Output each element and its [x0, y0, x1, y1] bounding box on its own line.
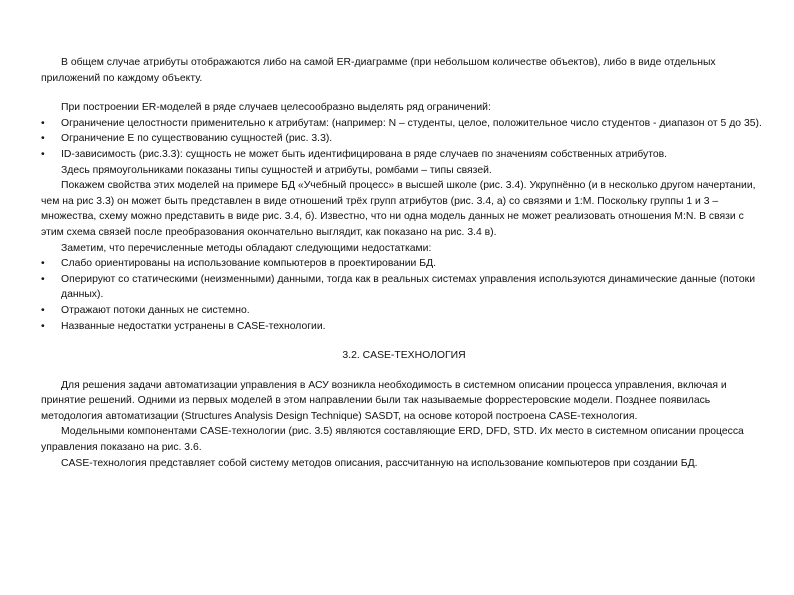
paragraph-case-definition: CASE-технология представляет собой систему методов описания, рассчитанную на использование компьютеров при создании БД. — [61, 457, 698, 469]
list-item-text: Ограничение E по существованию сущностей (рис. 3.3). — [61, 133, 333, 145]
paragraph-case-origin: Для решения задачи автоматизации управления в АСУ возникла необходимость в системном описании процесса управления, включая и принятие решений. Одними из первых моделей в этом направлении были так называемые форрестеровские модели. Позднее появилась методология автоматизации (Structures Analysis Design Technique) SASDT, на основе которой построена CASE-технология. — [41, 379, 727, 422]
bullet-marker: • — [41, 148, 45, 160]
list-item — [41, 147, 767, 163]
section-heading: 3.2. CASE-ТЕХНОЛОГИЯ — [342, 350, 466, 362]
bullet-marker: • — [41, 320, 45, 332]
list-item — [41, 256, 767, 272]
bullet-marker: • — [41, 273, 45, 285]
bullet-marker: • — [41, 117, 45, 129]
paragraph-drawbacks-intro: Заметим, что перечисленные методы обладают следующими недостатками: — [61, 242, 432, 254]
bullet-marker: • — [41, 258, 45, 270]
paragraph-gap — [41, 364, 767, 378]
list-item — [41, 116, 767, 132]
paragraph-gap — [41, 334, 767, 348]
list-item — [41, 131, 767, 147]
paragraph-attributes: В общем случае атрибуты отображаются либо на самой ER-диаграмме (при небольшом количестве объектов), либо в виде отдельных приложений по каждому объекту. — [41, 57, 716, 84]
paragraph-case-components: Модельными компонентами CASE-технологии (рис. 3.5) являются составляющие ERD, DFD, STD. Их место в системном описании процесса управления показано на рис. 3.6. — [41, 426, 744, 454]
list-item — [41, 272, 767, 303]
list-item — [41, 319, 767, 335]
paragraph-constraints-intro: При построении ER-моделей в ряде случаев целесообразно выделять ряд ограничений: — [61, 102, 491, 114]
paragraph-gap — [41, 86, 767, 100]
document-body — [41, 55, 767, 471]
paragraph-shapes: Здесь прямоугольниками показаны типы сущностей и атрибуты, ромбами – типы связей. — [61, 164, 492, 176]
list-item — [41, 303, 767, 319]
list-item-text: Ограничение целостности применительно к атрибутам: (например: N – студенты, целое, положительное число студентов - диапазон от 5 до 35). — [61, 117, 762, 129]
list-item-text: Оперируют со статичеcкими (неизменными) данными, тогда как в реальных системах управления используются динамические данные (потоки данных). — [61, 273, 756, 301]
bullet-marker: • — [41, 304, 45, 316]
list-item-text: Слабо ориентированы на использование компьютеров в проектировании БД. — [61, 258, 436, 270]
list-item-text: Отражают потоки данных не системно. — [61, 304, 250, 316]
paragraph-example: Покажем свойства этих моделей на примере БД «Учебный процесс» в высшей школе (рис. 3.4). Укрупнённо (и в несколько другом начертании, чем на рис 3.3) он может быть представлен в виде отношений трёх групп атрибутов (рис. 3.4, а) со связями и 1:M. Поскольку группы 1 и 3 – множества, схему можно представить в виде рис. 3.4, б). Известно, что ни одна модель данных не может реализовать отношения M:N. В связи с этим схема связей после преобразования окончательно выглядит, как показано на рис. 3.4 в). — [41, 180, 756, 238]
bullet-marker: • — [41, 133, 45, 145]
list-item-text: ID-зависимость (рис.3.3): сущность не может быть идентифицирована в ряде случаев по значениям собственных атрибутов. — [61, 148, 668, 160]
list-item-text: Названные недостатки устранены в CASE-технологии. — [61, 320, 326, 332]
